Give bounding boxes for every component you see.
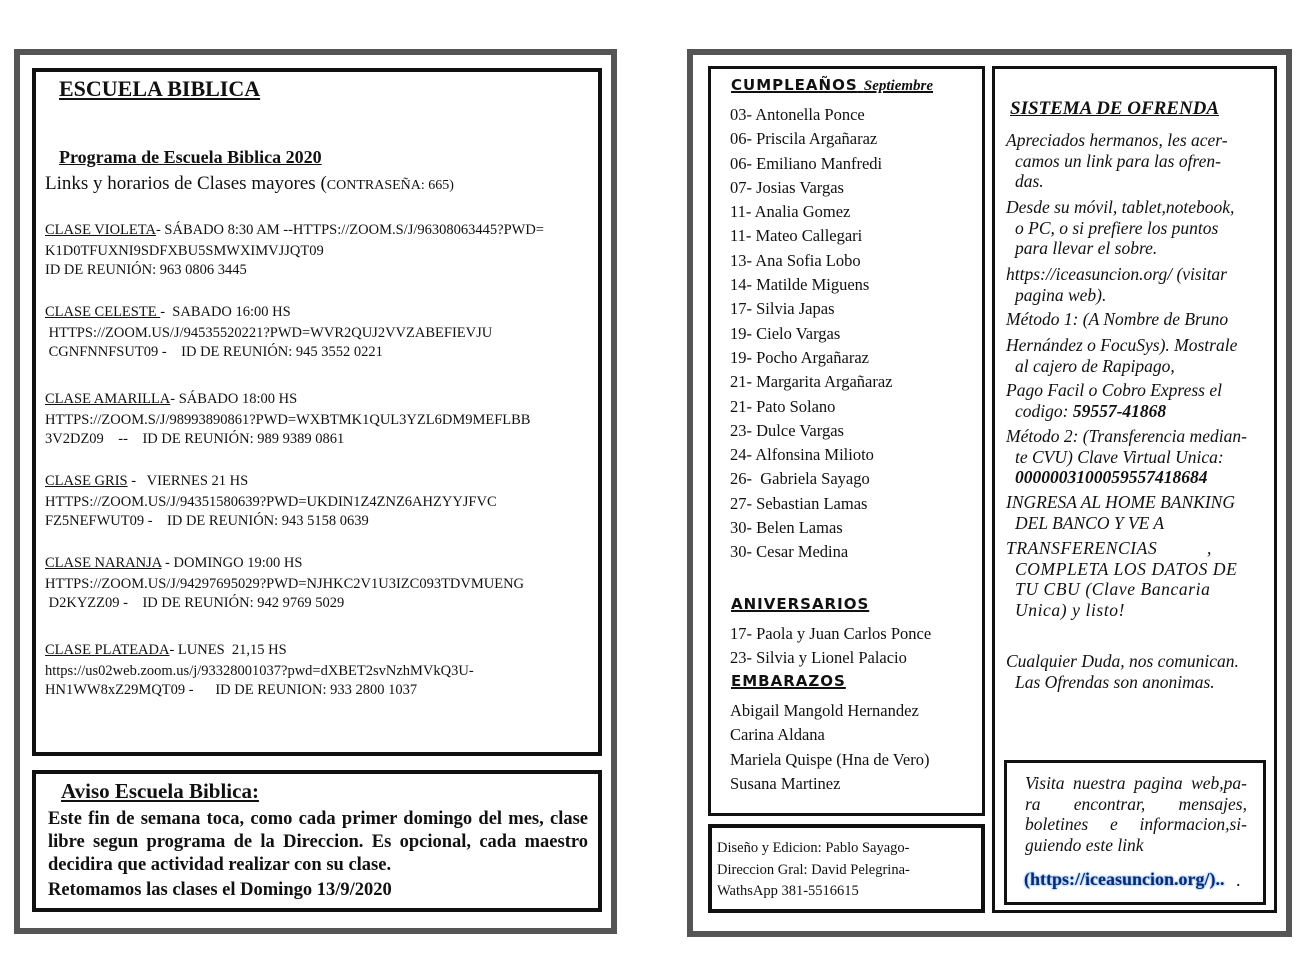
- class-entry: [45, 472, 497, 530]
- class-schedule: - SÁBADO 18:00 HS: [170, 391, 298, 407]
- links-text: Links y horarios de Clases mayores (: [45, 173, 327, 194]
- class-schedule: - SABADO 16:00 HS: [160, 304, 291, 320]
- ofrenda-line: Desde su móvil, tablet,notebook,: [1006, 197, 1235, 217]
- birthday-item: 21- Margarita Argañaraz: [730, 372, 893, 392]
- class-zoom-link[interactable]: HTTPS://ZOOM.US/J/94351580639?PWD=UKDIN1Z4ZNZ6AHZYYJFVC: [45, 494, 497, 510]
- ofrenda-paragraph: [1006, 492, 1258, 533]
- ofrenda-line: Unica) y listo!: [1015, 599, 1126, 620]
- ofrenda-paragraph: [1006, 538, 1258, 620]
- class-schedule: - SÁBADO 8:30 AM --HTTPS://ZOOM.S/J/96308063445?PWD=: [155, 222, 544, 238]
- class-heading: [45, 472, 497, 490]
- ofrenda-line: Cualquier Duda, nos comunican.: [1006, 651, 1239, 671]
- ofrenda-code-line: [1006, 401, 1258, 422]
- class-name: CLASE AMARILLA: [45, 391, 171, 407]
- program-title: Programa de Escuela Biblica 2020: [59, 147, 322, 167]
- ofrenda-line: te CVU) Clave Virtual Unica:: [1015, 446, 1224, 467]
- birthday-item: 11- Analia Gomez: [730, 202, 851, 222]
- ofrenda-line: Apreciados hermanos, les acer-: [1006, 130, 1228, 150]
- password-text: CONTRASEÑA: 665): [326, 178, 454, 193]
- pregnancy-item: Mariela Quispe (Hna de Vero): [730, 749, 930, 769]
- page-title: ESCUELA BIBLICA: [59, 76, 261, 101]
- class-meeting-id: FZ5NEFWUT09 - ID DE REUNIÓN: 943 5158 0639: [45, 513, 369, 529]
- class-schedule: - LUNES 21,15 HS: [169, 642, 287, 658]
- birthday-list: [730, 103, 893, 565]
- class-heading: [45, 303, 492, 321]
- class-meeting-id: ID DE REUNIÓN: 963 0806 3445: [45, 262, 247, 278]
- month-label: Septiembre: [863, 78, 934, 94]
- class-zoom-link[interactable]: HTTPS://ZOOM.S/J/98993890861?PWD=WXBTMK1QUL3YZL6DM9MEFLBB: [45, 412, 531, 428]
- birthday-item: 26- Gabriela Sayago: [730, 469, 870, 489]
- pregnancy-item: Susana Martinez: [730, 773, 841, 793]
- aviso-retomamos: Retomamos las clases el Domingo 13/9/2020: [48, 880, 392, 900]
- birthday-item: 03- Antonella Ponce: [730, 105, 865, 124]
- class-meeting-id: 3V2DZ09 -- ID DE REUNIÓN: 989 9389 0861: [45, 431, 345, 447]
- ofrenda-paragraph: [1006, 380, 1258, 421]
- ofrenda-line: al cajero de Rapipago,: [1015, 355, 1175, 376]
- class-heading: [45, 641, 474, 659]
- class-meeting-id: CGNFNNFSUT09 - ID DE REUNIÓN: 945 3552 0221: [45, 344, 383, 360]
- cvu-code: 0000003100059557418684: [1015, 467, 1208, 487]
- birthday-item: 30- Belen Lamas: [730, 518, 843, 538]
- ofrenda-line: DEL BANCO Y VE A: [1015, 512, 1165, 533]
- aviso-title: Aviso Escuela Biblica:: [61, 779, 259, 803]
- ofrenda-paragraph: [1006, 309, 1258, 330]
- birthday-item: 24- Alfonsina Milioto: [730, 445, 874, 465]
- birthday-item: 19- Cielo Vargas: [730, 323, 841, 343]
- ofrenda-code-label: codigo:: [1015, 400, 1073, 421]
- ofrenda-paragraph: [1006, 130, 1258, 192]
- birthday-item: 30- Cesar Medina: [730, 542, 849, 562]
- links-line: [45, 173, 454, 195]
- class-schedule: - VIERNES 21 HS: [127, 473, 249, 489]
- ofrenda-paragraph: [1006, 651, 1258, 692]
- ofrenda-paragraph: [1006, 426, 1258, 488]
- credits-line: Direccion Gral: David Pelegrina-: [717, 861, 910, 878]
- birthday-item: 19- Pocho Argañaraz: [730, 347, 869, 367]
- class-entry: [45, 641, 474, 699]
- ofrenda-line: Método 1: (A Nombre de Bruno: [1006, 309, 1229, 329]
- class-zoom-link[interactable]: https://us02web.zoom.us/j/93328001037?pwd=dXBET2svNzhMVkQ3U-: [45, 663, 474, 679]
- ofrenda-line: COMPLETA LOS DATOS DE: [1015, 558, 1238, 579]
- class-schedule: - DOMINGO 19:00 HS: [161, 555, 303, 571]
- ofrenda-line: para llevar el sobre.: [1015, 238, 1158, 258]
- birthday-item: 14- Matilde Miguens: [730, 275, 870, 295]
- credits-line: Diseño y Edicion: Pablo Sayago-: [717, 840, 910, 856]
- class-name: CLASE PLATEADA: [45, 642, 170, 658]
- class-zoom-link[interactable]: K1D0TFUXNI9SDFXBU5SMWXIMVJJQT09: [45, 243, 324, 259]
- pregnancy-list: [730, 699, 929, 796]
- class-zoom-link[interactable]: HTTPS://ZOOM.US/J/94297695029?PWD=NJHKC2V1U3IZC093TDVMUENG: [45, 576, 525, 592]
- pregnancy-item: Abigail Mangold Hernandez: [730, 701, 919, 720]
- ofrenda-line: das.: [1015, 171, 1044, 191]
- class-heading: [45, 554, 524, 572]
- visita-dot: .: [1236, 870, 1241, 890]
- class-name: CLASE NARANJA: [45, 555, 162, 571]
- ofrenda-paragraph: [1006, 197, 1258, 259]
- class-entry: [45, 390, 530, 448]
- class-meeting-id: HN1WW8xZ29MQT09 - ID DE REUNION: 933 2800 1037: [45, 682, 418, 698]
- class-entry: [45, 554, 524, 612]
- class-name: CLASE GRIS: [45, 473, 128, 489]
- class-entry: [45, 221, 544, 279]
- cumpleanos-heading: [731, 76, 933, 95]
- class-heading: [45, 221, 544, 239]
- ofrenda-line: o PC, o si prefiere los puntos: [1015, 217, 1219, 238]
- ofrenda-line: Método 2: (Transferencia median-: [1006, 426, 1247, 446]
- class-entry: [45, 303, 492, 361]
- anniversary-item: 23- Silvia y Lionel Palacio: [730, 648, 907, 668]
- birthday-item: 06- Emiliano Manfredi: [730, 153, 883, 173]
- ofrenda-cvu-line: [1006, 467, 1258, 488]
- class-name: CLASE CELESTE: [45, 304, 161, 320]
- birthday-item: 21- Pato Solano: [730, 396, 836, 416]
- ofrenda-line: camos un link para las ofren-: [1015, 150, 1221, 171]
- class-zoom-link[interactable]: HTTPS://ZOOM.US/J/94535520221?PWD=WVR2QUJ2VVZABEFIEVJU: [45, 325, 493, 341]
- ofrenda-line: TU CBU (Clave Bancaria: [1015, 579, 1211, 599]
- website-link[interactable]: (https://iceasuncion.org/)..: [1024, 869, 1225, 889]
- ofrenda-line: Hernández o FocuSys). Mostrale: [1006, 335, 1238, 355]
- aviso-body: Este fin de semana toca, como cada primer domingo del mes, clase libre segun programa de la Direccion. Es opcional, cada maestro decidira que actividad realizar con su clase.: [48, 809, 588, 875]
- class-name: CLASE VIOLETA: [45, 222, 156, 238]
- payment-code: 59557-41868: [1072, 400, 1167, 421]
- ofrenda-line: TRANSFERENCIAS ,: [1006, 538, 1213, 558]
- birthday-item: 11- Mateo Callegari: [730, 226, 863, 246]
- birthday-item: 23- Dulce Vargas: [730, 420, 844, 440]
- aniversarios-heading: ANIVERSARIOS: [731, 595, 870, 613]
- birthday-item: 13- Ana Sofia Lobo: [730, 250, 861, 270]
- credits-line: WathsApp 381-5516615: [717, 883, 859, 899]
- ofrenda-paragraph: [1006, 264, 1258, 305]
- credits: [717, 838, 910, 903]
- birthday-item: 07- Josias Vargas: [730, 177, 844, 197]
- class-heading: [45, 390, 530, 408]
- pregnancy-item: Carina Aldana: [730, 725, 825, 745]
- embarazos-heading: EMBARAZOS: [731, 672, 846, 690]
- ofrenda-line: Las Ofrendas son anonimas.: [1015, 671, 1215, 692]
- ofrenda-paragraph: [1006, 335, 1258, 376]
- anniversary-item: 17- Paola y Juan Carlos Ponce: [730, 624, 932, 643]
- class-meeting-id: D2KYZZ09 - ID DE REUNIÓN: 942 9769 5029: [45, 595, 345, 611]
- ofrenda-title: SISTEMA DE OFRENDA: [1010, 98, 1220, 119]
- cumpleanos-label: CUMPLEAÑOS: [731, 76, 858, 94]
- ofrenda-line: INGRESA AL HOME BANKING: [1006, 492, 1235, 512]
- birthday-item: 17- Silvia Japas: [730, 299, 835, 319]
- birthday-item: 27- Sebastian Lamas: [730, 493, 868, 513]
- ofrenda-line: Pago Facil o Cobro Express el: [1006, 380, 1222, 400]
- visita-text: Visita nuestra pagina web,pa-ra encontrar, mensajes, boletines e informacion,si-guiendo este link: [1025, 773, 1247, 855]
- ofrenda-website-link[interactable]: https://iceasuncion.org/ (visitar: [1006, 264, 1227, 284]
- anniversary-list: [730, 622, 931, 671]
- birthday-item: 06- Priscila Argañaraz: [730, 129, 878, 149]
- ofrenda-line: pagina web).: [1015, 284, 1107, 305]
